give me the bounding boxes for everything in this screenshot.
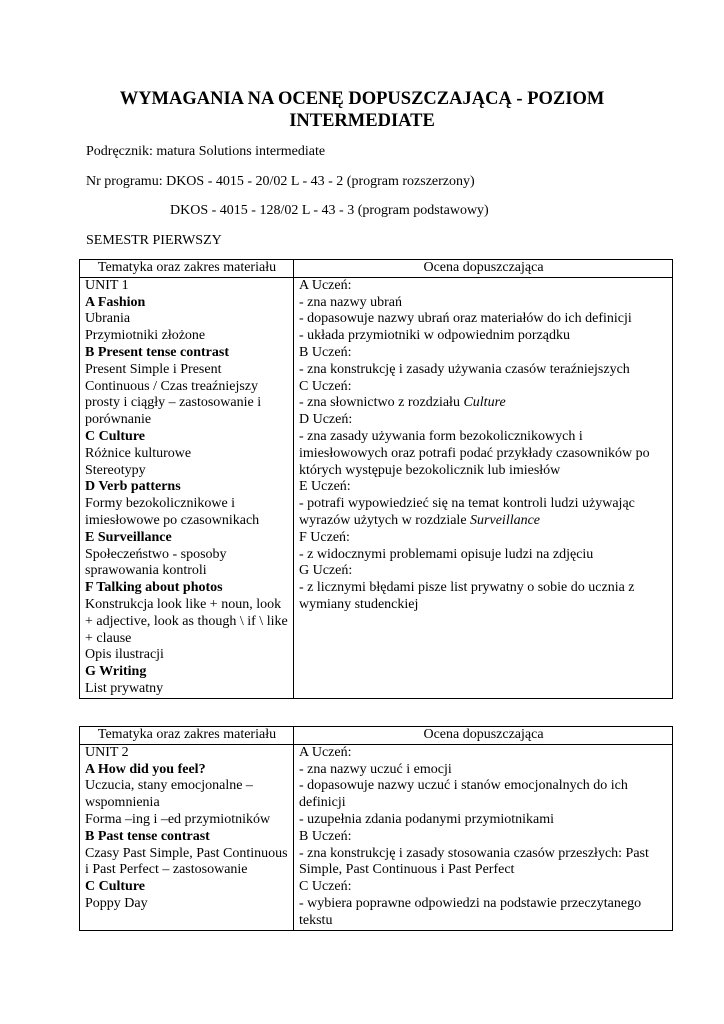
- section-heading: B Past tense contrast: [85, 828, 210, 844]
- grade-line: [299, 328, 668, 345]
- grade-text: - układa przymiotniki w odpowiednim porządku: [299, 328, 570, 344]
- grade-line: [299, 295, 668, 312]
- section-heading: C Culture: [85, 879, 146, 895]
- grade-text: F Uczeń:: [299, 529, 350, 545]
- topic-line: Uczucia, stany emocjonalne – wspomnienia: [85, 778, 253, 811]
- grade-text: - z licznymi błędami pisze list prywatny o sobie do ucznia z wymiany studenckiej: [299, 580, 635, 612]
- grade-text: - uzupełnia zdania podanymi przymiotnikami: [299, 811, 555, 827]
- topic-line: Stereotypy: [85, 462, 146, 478]
- section-heading: F Talking about photos: [85, 580, 223, 596]
- grade-line: [299, 530, 668, 547]
- grade-line: [299, 379, 668, 396]
- grade-line: [299, 479, 668, 496]
- grade-header: Ocena dopuszczająca: [294, 260, 673, 278]
- grade-line: [299, 812, 668, 829]
- topic-line: Opis ilustracji: [85, 647, 164, 663]
- program-line-basic: DKOS - 4015 - 128/02 L - 43 - 3 (program podstawowy): [170, 203, 489, 218]
- grade-line: [299, 345, 668, 362]
- section-heading: E Surveillance: [85, 529, 172, 545]
- grade-text: - zna nazwy uczuć i emocji: [299, 761, 452, 777]
- grade-line: [299, 563, 668, 580]
- topic-line: Konstrukcja look like + noun, look + adjective, look as though \ if \ like + clause: [85, 596, 288, 646]
- section-heading: C Culture: [85, 428, 146, 444]
- italic-term: Culture: [463, 395, 506, 411]
- grade-text: - potrafi wypowiedzieć się na temat kontroli ludzi używając wyrazów użytych w rozdziale: [299, 496, 635, 528]
- topics-header: Tematyka oraz zakres materiału: [80, 727, 294, 745]
- grade-cell: [294, 744, 673, 930]
- grade-text: - zna konstrukcję i zasady stosowania czasów przeszłych: Past Simple, Past Continuous i Past Perfect: [299, 845, 649, 878]
- grade-text: C Uczeń:: [299, 378, 352, 394]
- grade-text: G Uczeń:: [299, 563, 353, 579]
- requirements-table-unit-2: [79, 726, 673, 931]
- grade-text: A Uczeń:: [299, 744, 352, 760]
- grade-line: [299, 778, 668, 812]
- topics-header: Tematyka oraz zakres materiału: [80, 260, 294, 278]
- grade-text: A Uczeń:: [299, 277, 352, 293]
- grade-text: - dopasowuje nazwy uczuć i stanów emocjonalnych do ich definicji: [299, 778, 628, 811]
- section-heading: B Present tense contrast: [85, 344, 229, 360]
- grade-line: [299, 846, 668, 880]
- grade-line: [299, 278, 668, 295]
- grade-line: [299, 412, 668, 429]
- program-line: Nr programu: DKOS - 4015 - 20/02 L - 43 - 2 (program rozszerzony): [86, 174, 475, 189]
- grade-line: [299, 896, 668, 930]
- grade-line: [299, 362, 668, 379]
- grade-text: B Uczeń:: [299, 344, 352, 360]
- topics-cell: [80, 277, 294, 698]
- topic-line: Różnice kulturowe: [85, 445, 192, 461]
- grade-line: [299, 580, 668, 614]
- topic-line: Formy bezokolicznikowe i imiesłowowe po czasownikach: [85, 496, 260, 528]
- topic-line: List prywatny: [85, 680, 164, 696]
- topics-cell: [80, 744, 294, 930]
- grade-cell: [294, 277, 673, 698]
- grade-text: - z widocznymi problemami opisuje ludzi na zdjęciu: [299, 546, 594, 562]
- grade-line: [299, 429, 668, 479]
- section-heading: A How did you feel?: [85, 761, 206, 777]
- topic-line: Społeczeństwo - sposoby sprawowania kontroli: [85, 546, 227, 579]
- grade-text: - zna nazwy ubrań: [299, 294, 403, 310]
- requirements-table-unit-1: [79, 259, 673, 699]
- grade-text: - zna konstrukcję i zasady używania czasów teraźniejszych: [299, 361, 630, 377]
- grade-text: - zna słownictwo z rozdziału: [299, 395, 464, 411]
- grade-text: C Uczeń:: [299, 879, 352, 895]
- topic-line: UNIT 1: [85, 277, 129, 293]
- grade-line: [299, 547, 668, 564]
- topic-line: Ubrania: [85, 311, 131, 327]
- textbook-line: Podręcznik: matura Solutions intermediate: [86, 144, 326, 159]
- grade-text: D Uczeń:: [299, 412, 353, 428]
- grade-line: [299, 395, 668, 412]
- section-heading: G Writing: [85, 664, 147, 680]
- topic-line: UNIT 2: [85, 744, 129, 760]
- section-heading: A Fashion: [85, 294, 146, 310]
- topic-line: Forma –ing i –ed przymiotników: [85, 811, 271, 827]
- topic-line: Przymiotniki złożone: [85, 328, 206, 344]
- grade-line: [299, 762, 668, 779]
- grade-text: B Uczeń:: [299, 828, 352, 844]
- grade-line: [299, 879, 668, 896]
- topic-line: Czasy Past Simple, Past Continuous i Past Perfect – zastosowanie: [85, 845, 288, 878]
- italic-term: Surveillance: [470, 512, 541, 528]
- grade-line: [299, 829, 668, 846]
- page-title: WYMAGANIA NA OCENĘ DOPUSZCZAJĄCĄ - POZIOM INTERMEDIATE: [119, 89, 605, 131]
- semester-heading: SEMESTR PIERWSZY: [86, 233, 222, 248]
- grade-line: [299, 496, 668, 530]
- topic-line: Poppy Day: [85, 895, 148, 911]
- grade-text: - dopasowuje nazwy ubrań oraz materiałów do ich definicji: [299, 311, 632, 327]
- grade-text: - zna zasady używania form bezokolicznikowych i imiesłowowych oraz potrafi podać przykłady czasowników po których występuje bezokolicznik lub imiesłów: [299, 428, 650, 478]
- topic-line: Present Simple i Present Continuous / Czas treaźniejszy prosty i ciągły – zastosowanie i porównanie: [85, 361, 262, 428]
- grade-line: [299, 745, 668, 762]
- grade-header: Ocena dopuszczająca: [294, 727, 673, 745]
- grade-line: [299, 311, 668, 328]
- grade-text: - wybiera poprawne odpowiedzi na podstawie przeczytanego tekstu: [299, 895, 642, 928]
- section-heading: D Verb patterns: [85, 479, 181, 495]
- grade-text: E Uczeń:: [299, 479, 351, 495]
